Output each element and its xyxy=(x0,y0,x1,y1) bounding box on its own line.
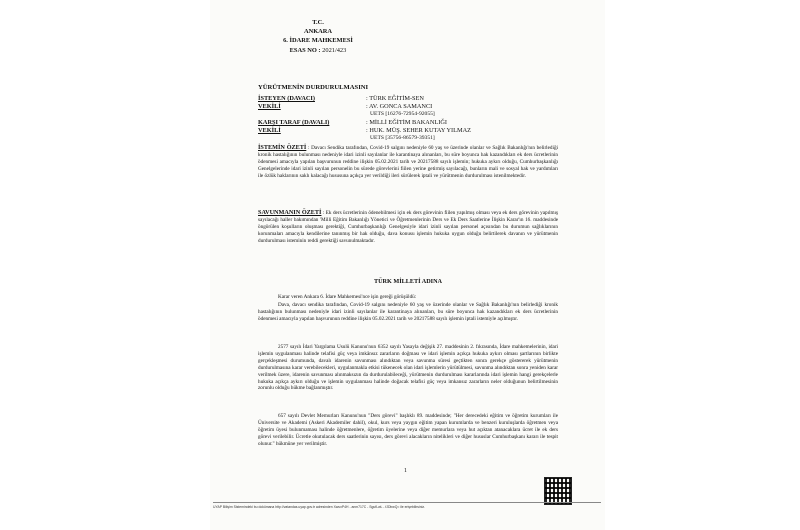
document-page xyxy=(210,0,605,530)
party-value: : TÜRK EĞİTİM-SEN xyxy=(366,95,424,102)
body-paragraph-1: Karar veren Ankara 6. İdare Mahkemesi'nce işin gereği görüşüldü: xyxy=(278,294,417,300)
party-davali-vekili xyxy=(258,127,471,143)
party-label: İSTEYEN (DAVACI) xyxy=(258,95,315,102)
party-davaci-vekili xyxy=(258,103,435,119)
document-title: YÜRÜTMENİN DURDURULMASINI xyxy=(258,84,369,91)
footer-divider xyxy=(213,502,601,503)
esas-label: ESAS NO : xyxy=(289,46,321,54)
body-paragraph-3: 2577 sayılı İdari Yargılama Usulü Kanunu'nun 6352 sayılı Yasayla değişik 27. maddesinin 2. fıkrasında, İdare mahkemelerinin, idari işlemin uygulanması halinde telafisi güç veya imkânsız zararların doğması ve idari işlemin açıkça hukuka aykırı olması şartlarının birlikte gerçekleşmesi durumunda, davalı idarenin savunması alındıktan veya savunma süresi geçtikten sonra gerekçe göstererek yürütmenin durdurulmasına karar verebilecekleri, uygulanmakla etkisi tükenecek olan idari işlemlerin yürütülmesi, savunma alındıktan sonra yeniden karar verilmek üzere, idarenin savunması alınmaksızın da durdurulabileceği, yürütmenin durdurulması kararlarında idari işlemin hangi gerekçelerle hukuka açıkça aykırı olduğu ve işlemin uygulanması halinde doğacak telafisi güç veya imkansız zararların neler olduğunun belirtilmesinin zorunlu olduğu hükme bağlanmıştır. xyxy=(258,344,558,392)
city-label: ANKARA xyxy=(303,28,333,36)
party-davali xyxy=(258,119,447,127)
party-value: : AV. GONCA SAMANCI xyxy=(366,103,433,110)
savunma-heading: SAVUNMANIN ÖZETİ xyxy=(258,209,322,216)
party-label: VEKİLİ xyxy=(258,103,281,110)
party-davaci xyxy=(258,95,424,103)
party-value: : HUK. MÜŞ. SEHER KUTAY YILMAZ xyxy=(366,127,471,134)
istem-heading: İSTEMİN ÖZETİ xyxy=(258,144,307,151)
body-paragraph-4: 657 sayılı Devlet Memurları Kanunu'nun "Ders görevi" başlıklı 89. maddesinde; "Her derecedeki eğitim ve öğretim kurumları ile Üniversite ve Akademi (Askeri Akademiler dahil), okul, kurs veya yaygın eğitim yapan kurumlarda ve benzeri kuruluşlarda öğretmen veya öğretim üyesi bulunmaması halinde öğretmenlere, öğretim üyelerine veya diğer memurlara veya hut açıktan atanacaklara ücret ile ek ders görevi verilebilir. Ücretle okutulacak ders saatlerinin sayısı, ders görevi alacakların nitelikleri ve diğer hususlar Cumhurbaşkanı kararı ile tespit olunur." hükmüne yer verilmiştir. xyxy=(258,413,558,447)
istem-text: : Davacı Sendika tarafından, Covid-19 salgını nedeniyle 60 yaş ve üzerinde olanlar ve Sağlık Bakanlığı'nın belirlediği kronik hastalığının bulunması nedeniyle idari izinli sayılanlar ile karantinaya alınanları, bu süre boyunca hak kazandıkları ek ders ücretlerinin ödenmesi amacıyla yapılan başvurunun reddine ilişkin 05.02.2021 tarih ve 20217588 sayılı işlemin; hukuka aykırı olduğu, Cumhurbaşkanlığı Genelgelerinde idari izinli sayılan personelin bu sürede görevlerini fiilen yerine getirmiş sayılacağı, bunların mali ve sosyal hak ve yardımları ile özlük haklarının saklı kalacağı hususuna açıkça yer verildiği ileri sürülerek iptali ve yürütmenin durdurulması istenilmektedir. xyxy=(258,145,558,179)
court-name: 6. İDARE MAHKEMESİ xyxy=(283,37,353,45)
istem-ozeti xyxy=(258,145,558,180)
party-label: KARŞI TARAF (DAVALI) xyxy=(258,119,330,126)
qr-code-icon xyxy=(544,477,572,505)
court-header xyxy=(258,18,378,55)
party-uets: UETS [35756-86579-39351] xyxy=(370,134,435,141)
body-paragraph-2: Dava, davacı sendika tarafından, Covid-19 salgını nedeniyle 60 yaş ve üzerinde olanlar ve Sağlık Bakanlığı'nın belirlediği kronik hastalığının bulunması nedeniyle idari izinli sayılanlar ile karantinaya alınanları, bu süre boyunca hak kazandıkları ek ders ücretlerinin ödenmesi amacıyla yapılan başvurunun reddine ilişkin 05.02.2021 tarih ve 20217588 sayılı işlemin iptali istemiyle açılmıştır. xyxy=(258,302,558,322)
page-number: 1 xyxy=(404,468,407,474)
party-value: : MİLLİ EĞİTİM BAKANLIĞI xyxy=(366,119,447,126)
esas-line xyxy=(258,46,378,55)
verdict-title: TÜRK MİLLETİ ADINA xyxy=(373,278,443,285)
party-uets: UETS [16276-72954-92055] xyxy=(370,110,435,117)
uyap-footer: UYAP Bilişim Sistemindeki bu dokümana http://vatandas.uyap.gov.tr adresinden XwuxP4H - anm717C - SgufLwL - fJDbwQ= ile erişebilirsiniz. xyxy=(213,505,425,509)
party-label: VEKİLİ xyxy=(258,127,281,134)
esas-number: 2021/423 xyxy=(322,46,347,54)
tc-label: T.C. xyxy=(312,19,324,26)
savunma-text: : Ek ders ücretlerinin ödenebilmesi için ek ders görevinin fiilen yapılmış olması veya ek ders görevinin yapılmış sayılacağı haller bakımından 'Milli Eğitim Bakanlığı Yönetici ve Öğretmenlerinin Ders ve Ek Ders Saatlerine İlişkin Karar'ın 16. maddesinde öngörülen koşulların oluşması gerektiği, Cumhurbaşkanlığı Genelgesiyle idari izinli sayılan personel açısından bu durumun sağlıklarının korunmaları amacıyla kendilerine tanınmış bir hak olduğu, dava konusu işlemin hukuka uygun olduğu belirtilerek davanın ve yürütmenin durdurulması isteminin reddi gerektiği savunulmaktadır. xyxy=(258,210,559,244)
savunma-ozeti xyxy=(258,210,558,245)
